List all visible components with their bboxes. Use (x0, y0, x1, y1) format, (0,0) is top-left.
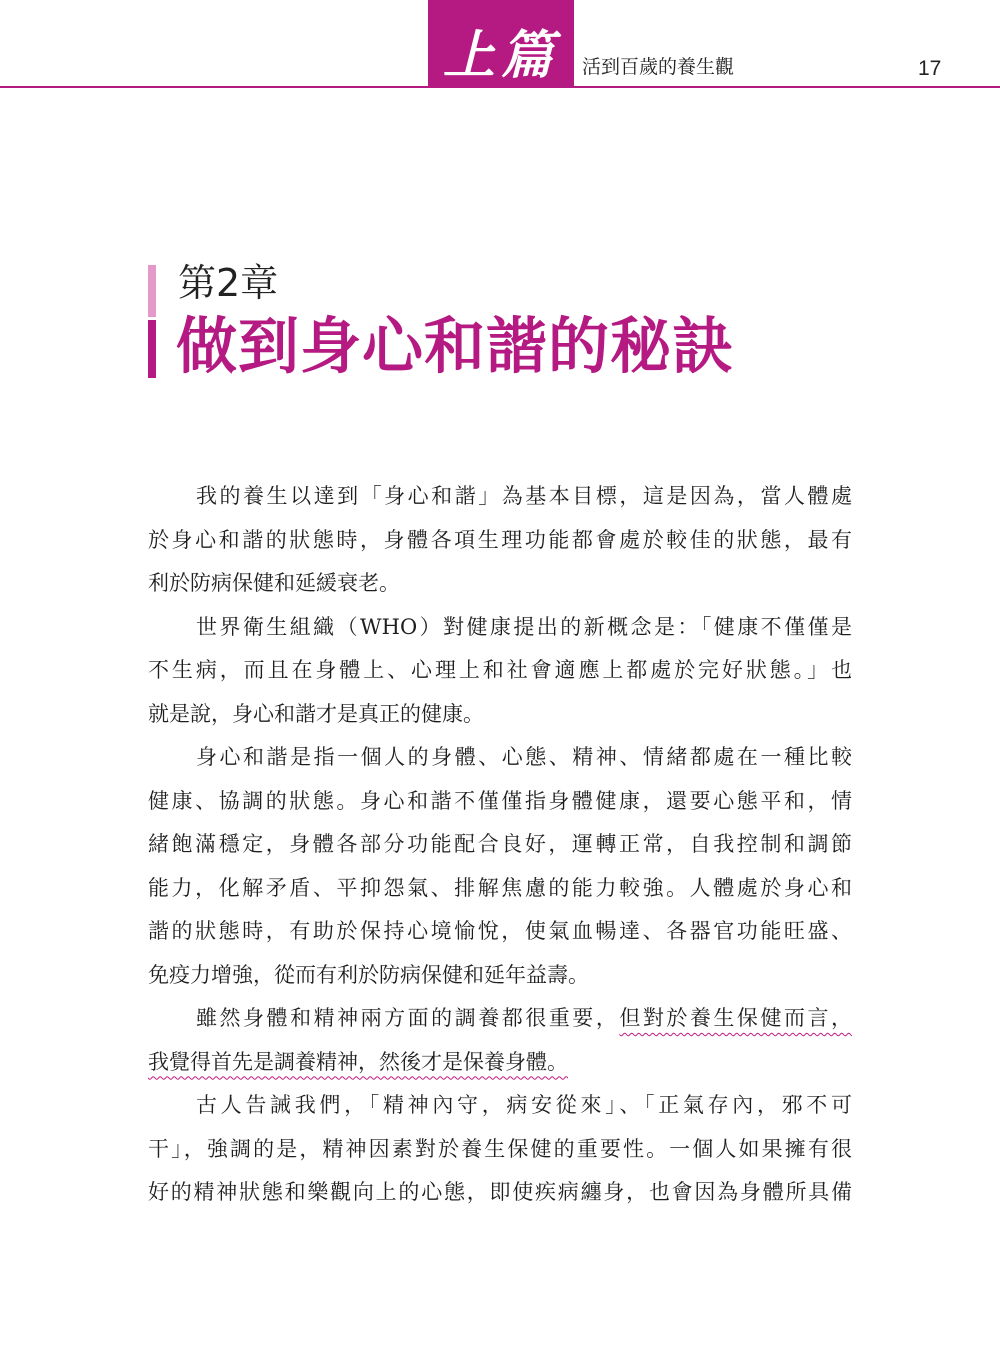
text-line: 世界衛生組織（WHO）對健康提出的新概念是：「健康不僅僅是 (196, 614, 852, 639)
text-line: 免疫力增強，從而有利於防病保健和延年益壽。 (148, 962, 589, 987)
text-line: 干」，強調的是，精神因素對於養生保健的重要性。一個人如果擁有很 (148, 1136, 852, 1161)
text-line: 緒飽滿穩定，身體各部分功能配合良好，運轉正常，自我控制和調節 (148, 832, 852, 856)
text-line: 不生病，而且在身體上、心理上和社會適應上都處於完好狀態。」也 (148, 658, 852, 682)
text-line: 好的精神狀態和樂觀向上的心態，即使疾病纏身，也會因為身體所具備 (148, 1180, 852, 1204)
text-line: 能力，化解矛盾、平抑怨氣、排解焦慮的能力較強。人體處於身心和 (148, 875, 852, 900)
running-title: 活到百歲的養生觀 (582, 56, 735, 78)
underlined-text: 但對於養生保健而言， (619, 1006, 852, 1030)
underlined-text: 我覺得首先是調養精神，然後才是保養身體。 (148, 1049, 568, 1074)
text-line: 古人告誡我們，「精神內守，病安從來」、「正氣存內，邪不可 (196, 1093, 852, 1117)
text-line (148, 997, 852, 1041)
text-line: 諧的狀態時，有助於保持心境愉悅，使氣血暢達、各器官功能旺盛、 (148, 919, 852, 943)
chapter-accent-bar-light (148, 265, 156, 317)
text-line: 就是說，身心和諧才是真正的健康。 (148, 701, 484, 726)
text-segment: 雖然身體和精神兩方面的調養都很重要， (196, 1006, 620, 1030)
chapter-number: 第2章 (178, 261, 279, 305)
text-line: 身心和諧是指一個人的身體、心態、精神、情緒都處在一種比較 (196, 745, 852, 769)
text-line: 我的養生以達到「身心和諧」為基本目標，這是因為，當人體處 (196, 484, 852, 508)
text-line (148, 1041, 852, 1085)
text-line: 健康、協調的狀態。身心和諧不僅僅指身體健康，還要心態平和，情 (148, 788, 852, 813)
section-label: 上篇 (442, 25, 559, 86)
text-line: 於身心和諧的狀態時，身體各項生理功能都會處於較佳的狀態，最有 (148, 527, 852, 552)
chapter-accent-bar-dark (148, 320, 156, 378)
chapter-title: 做到身心和諧的秘訣 (176, 311, 735, 382)
body-text (148, 475, 852, 1215)
section-tab (428, 0, 574, 88)
page-number: 17 (918, 57, 942, 80)
text-line: 利於防病保健和延緩衰老。 (148, 571, 400, 595)
